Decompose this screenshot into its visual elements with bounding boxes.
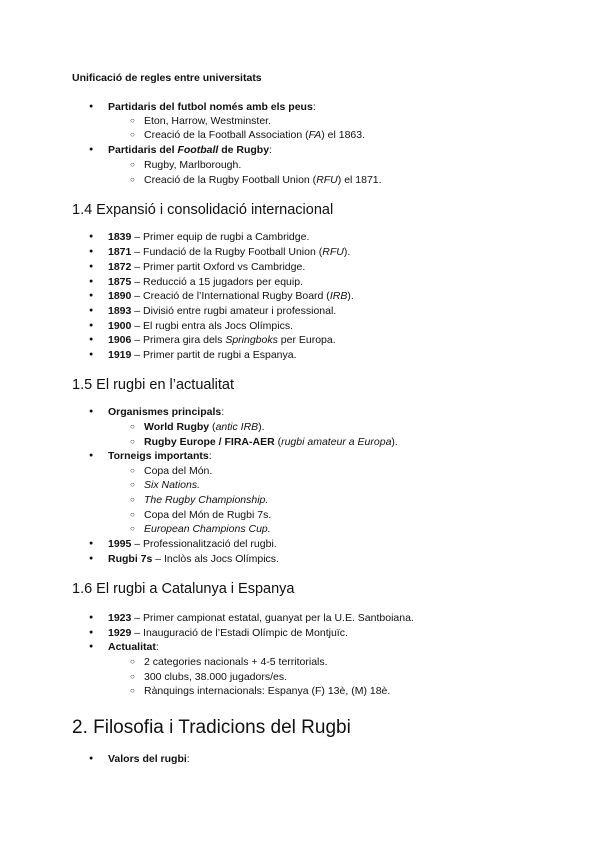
text: – Reducció a 15 jugadors per equip. [131,276,303,288]
text: ). [347,290,354,302]
group-label: Torneigs importants [108,450,209,462]
colon: : [221,406,225,418]
year: 1995 [108,538,132,550]
chapter-heading: 2. Filosofia i Tradicions del Rugbi [72,717,351,738]
year: 1919 [108,349,132,361]
list-item [108,626,348,640]
group-label: Actualitat [108,641,156,653]
group-label: Organismes principals [108,406,222,418]
list-item: ○ Copa del Món. [144,464,212,478]
text: – Inauguració de l’Estadi Olímpic de Montjuïc. [131,627,348,639]
list-item [144,420,265,434]
italic-text: FA [308,129,322,141]
year: 1872 [108,261,132,273]
list-item: ○ Rànquings internacionals: Espanya (F) 13è, (M) 18è. [144,684,390,698]
text: – Primer campionat estatal, guanyat per la U.E. Santboiana. [131,612,414,624]
text: ). [391,436,398,448]
italic-text: antic IRB [215,421,259,433]
year: 1900 [108,320,132,332]
text: – Primer partit Oxford vs Cambridge. [131,261,306,273]
year: 1890 [108,290,132,302]
year: 1839 [108,231,132,243]
list-item [108,611,414,625]
list-item [108,100,316,114]
colon: : [312,101,316,113]
colon: : [155,641,159,653]
list-item [108,537,277,551]
italic-text: IRB [329,290,348,302]
italic-text: RFU [316,174,338,186]
year: 1893 [108,305,132,317]
colon: : [269,144,272,156]
text: – Inclòs als Jocs Olímpics. [152,553,279,565]
text: ) el 1871. [337,174,382,186]
list-item [108,752,190,766]
list-item [108,405,224,419]
list-item [108,143,272,157]
section-heading: 1.5 El rugbi en l’actualitat [72,377,235,393]
text: ( [274,436,282,448]
year: 1929 [108,627,132,639]
org-name: World Rugby [144,421,210,433]
year: 1906 [108,334,132,346]
italic-text: Springboks [225,334,278,346]
group-label: Rugbi 7s [108,553,153,565]
list-item [144,173,382,187]
text: – Primer partit de rugbi a Espanya. [131,349,297,361]
list-item: ○ Rugby, Marlborough. [144,158,241,172]
list-item [108,333,336,347]
text: per Europa. [277,334,336,346]
text: ). [343,246,351,258]
list-item: ○ Eton, Harrow, Westminster. [144,114,271,128]
list-item [144,435,398,449]
colon: : [186,753,190,765]
list-item [108,275,303,289]
colon: : [208,450,212,462]
section-heading: 1.6 El rugbi a Catalunya i Espanya [72,581,295,597]
text: – Primera gira dels [131,334,226,346]
text: ). [258,421,265,433]
italic-text: Football [177,144,219,156]
list-item [108,245,350,259]
italic-text: RFU [322,246,344,258]
list-item [108,319,293,333]
text: – Primer equip de rugbi a Cambridge. [131,231,310,243]
list-item [108,552,279,566]
text: – Professionalització del rugbi. [131,538,277,550]
list-item: ○ Copa del Món de Rugbi 7s. [144,508,271,522]
section-heading: 1.4 Expansió i consolidació internacional [72,202,334,218]
list-item [108,260,305,274]
group-label: de Rugby [218,144,270,156]
list-item: ○ 2 categories nacionals + 4-5 territorials. [144,655,328,669]
italic-text: rugbi amateur a Europa [281,436,392,448]
list-item [108,640,159,654]
group-label: Partidaris del [108,144,178,156]
list-item [108,230,309,244]
year: 1875 [108,276,132,288]
text: – Fundació de la Rugby Football Union ( [131,246,323,258]
text: Creació de la Rugby Football Union ( [144,174,317,186]
list-item [108,304,336,318]
text: – El rugbi entra als Jocs Olímpics. [131,320,294,332]
list-item: ○ The Rugby Championship. [144,493,268,507]
list-item [144,128,365,142]
text: ) el 1863. [321,129,366,141]
text: ( [209,421,216,433]
list-item [108,348,297,362]
year: 1871 [108,246,132,258]
list-item: ○ European Champions Cup. [144,522,271,536]
year: 1923 [108,612,132,624]
text: Creació de la Football Association ( [144,129,309,141]
group-label: Valors del rugbi [108,753,187,765]
group-label: Partidaris del futbol només amb els peus [108,101,313,113]
list-item [108,449,212,463]
text: – Divisió entre rugbi amateur i professional. [131,305,337,317]
unification-title: Unificació de regles entre universitats [72,72,262,84]
list-item: ○ Six Nations. [144,478,200,492]
text: – Creació de l’International Rugby Board ( [131,290,330,302]
list-item [108,289,354,303]
org-name: Rugby Europe / FIRA-AER [144,436,275,448]
list-item: ○ 300 clubs, 38.000 jugadors/es. [144,670,287,684]
